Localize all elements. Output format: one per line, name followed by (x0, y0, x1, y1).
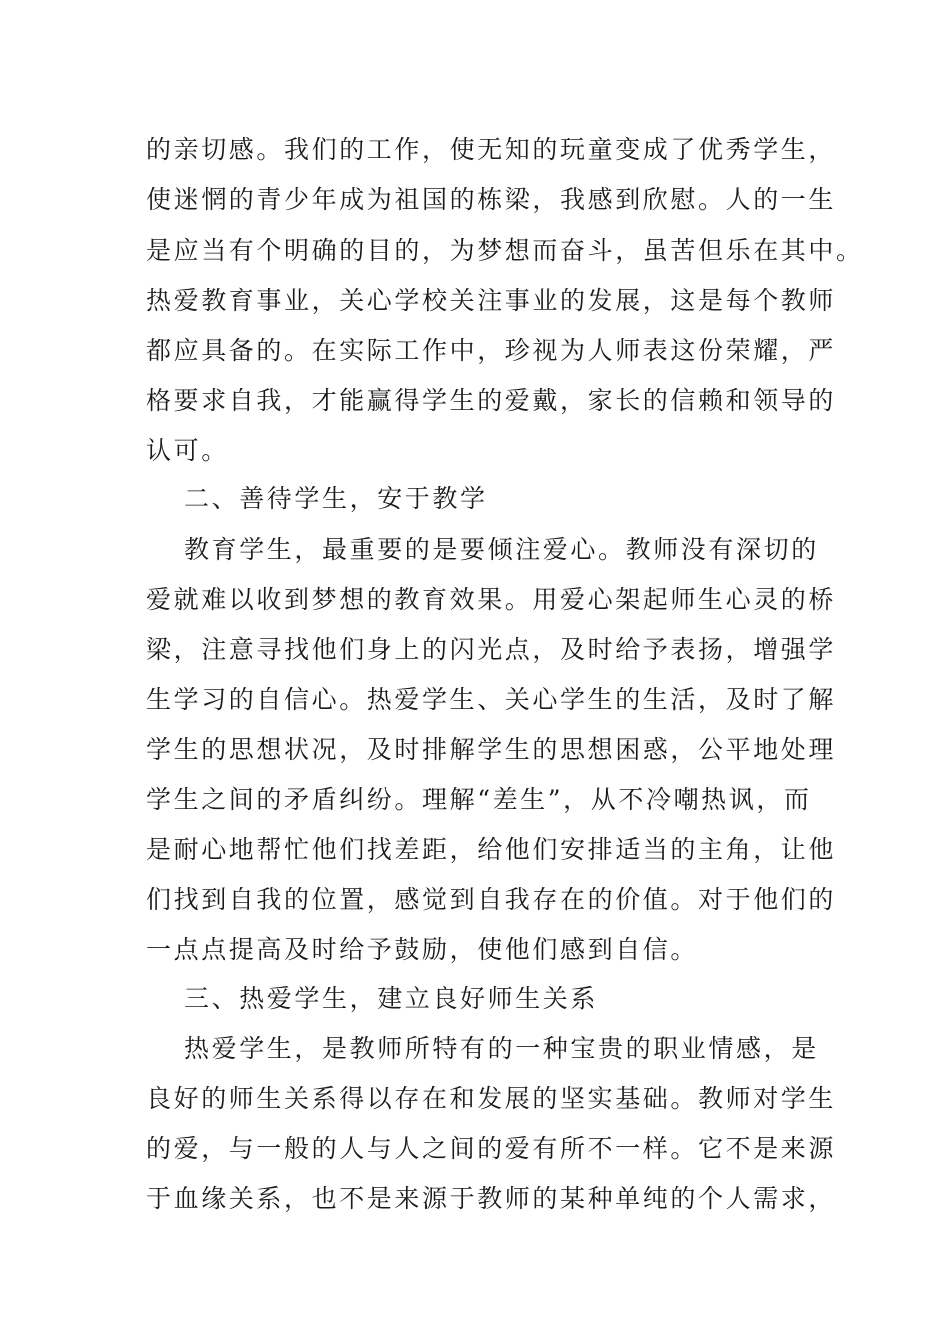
paragraph-line: 认可。 (146, 436, 229, 465)
paragraph-line: 们找到自我的位置，感觉到自我存在的价值。对于他们的 (146, 885, 837, 914)
paragraph-line: 格要求自我，才能赢得学生的爱戴，家长的信赖和领导的 (146, 386, 837, 415)
paragraph-line: 爱就难以收到梦想的教育效果。用爱心架起师生心灵的桥 (146, 585, 837, 614)
paragraph-line: 良好的师生关系得以存在和发展的坚实基础。教师对学生 (146, 1084, 837, 1113)
paragraph-line: 于血缘关系，也不是来源于教师的某种单纯的个人需求， (146, 1184, 837, 1213)
paragraph-line: 使迷惘的青少年成为祖国的栋梁，我感到欣慰。人的一生 (146, 185, 837, 214)
section-heading: 三、热爱学生，建立良好师生关系 (184, 984, 599, 1013)
paragraph-line: 教育学生，最重要的是要倾注爱心。教师没有深切的 (184, 535, 819, 564)
paragraph-line: 都应具备的。在实际工作中，珍视为人师表这份荣耀，严 (146, 336, 837, 365)
paragraph-line: 热爱学生，是教师所特有的一种宝贵的职业情感，是 (184, 1034, 819, 1063)
paragraph-line: 学生的思想状况，及时排解学生的思想困惑，公平地处理 (146, 735, 837, 764)
paragraph-line: 的爱，与一般的人与人之间的爱有所不一样。它不是来源 (146, 1134, 837, 1163)
paragraph-line: 是应当有个明确的目的，为梦想而奋斗，虽苦但乐在其中。 (146, 236, 864, 265)
paragraph-line: 一点点提高及时给予鼓励，使他们感到自信。 (146, 935, 699, 964)
paragraph-line: 热爱教育事业，关心学校关注事业的发展，这是每个教师 (146, 286, 837, 315)
paragraph-line: 学生之间的矛盾纠纷。理解“差生”，从不冷嘲热讽，而 (146, 785, 812, 814)
section-heading: 二、善待学生，安于教学 (184, 484, 488, 513)
paragraph-line: 是耐心地帮忙他们找差距，给他们安排适当的主角，让他 (146, 835, 837, 864)
paragraph-line: 生学习的自信心。热爱学生、关心学生的生活，及时了解 (146, 685, 837, 714)
paragraph-line: 的亲切感。我们的工作，使无知的玩童变成了优秀学生， (146, 135, 837, 164)
paragraph-line: 梁，注意寻找他们身上的闪光点，及时给予表扬，增强学 (146, 635, 837, 664)
